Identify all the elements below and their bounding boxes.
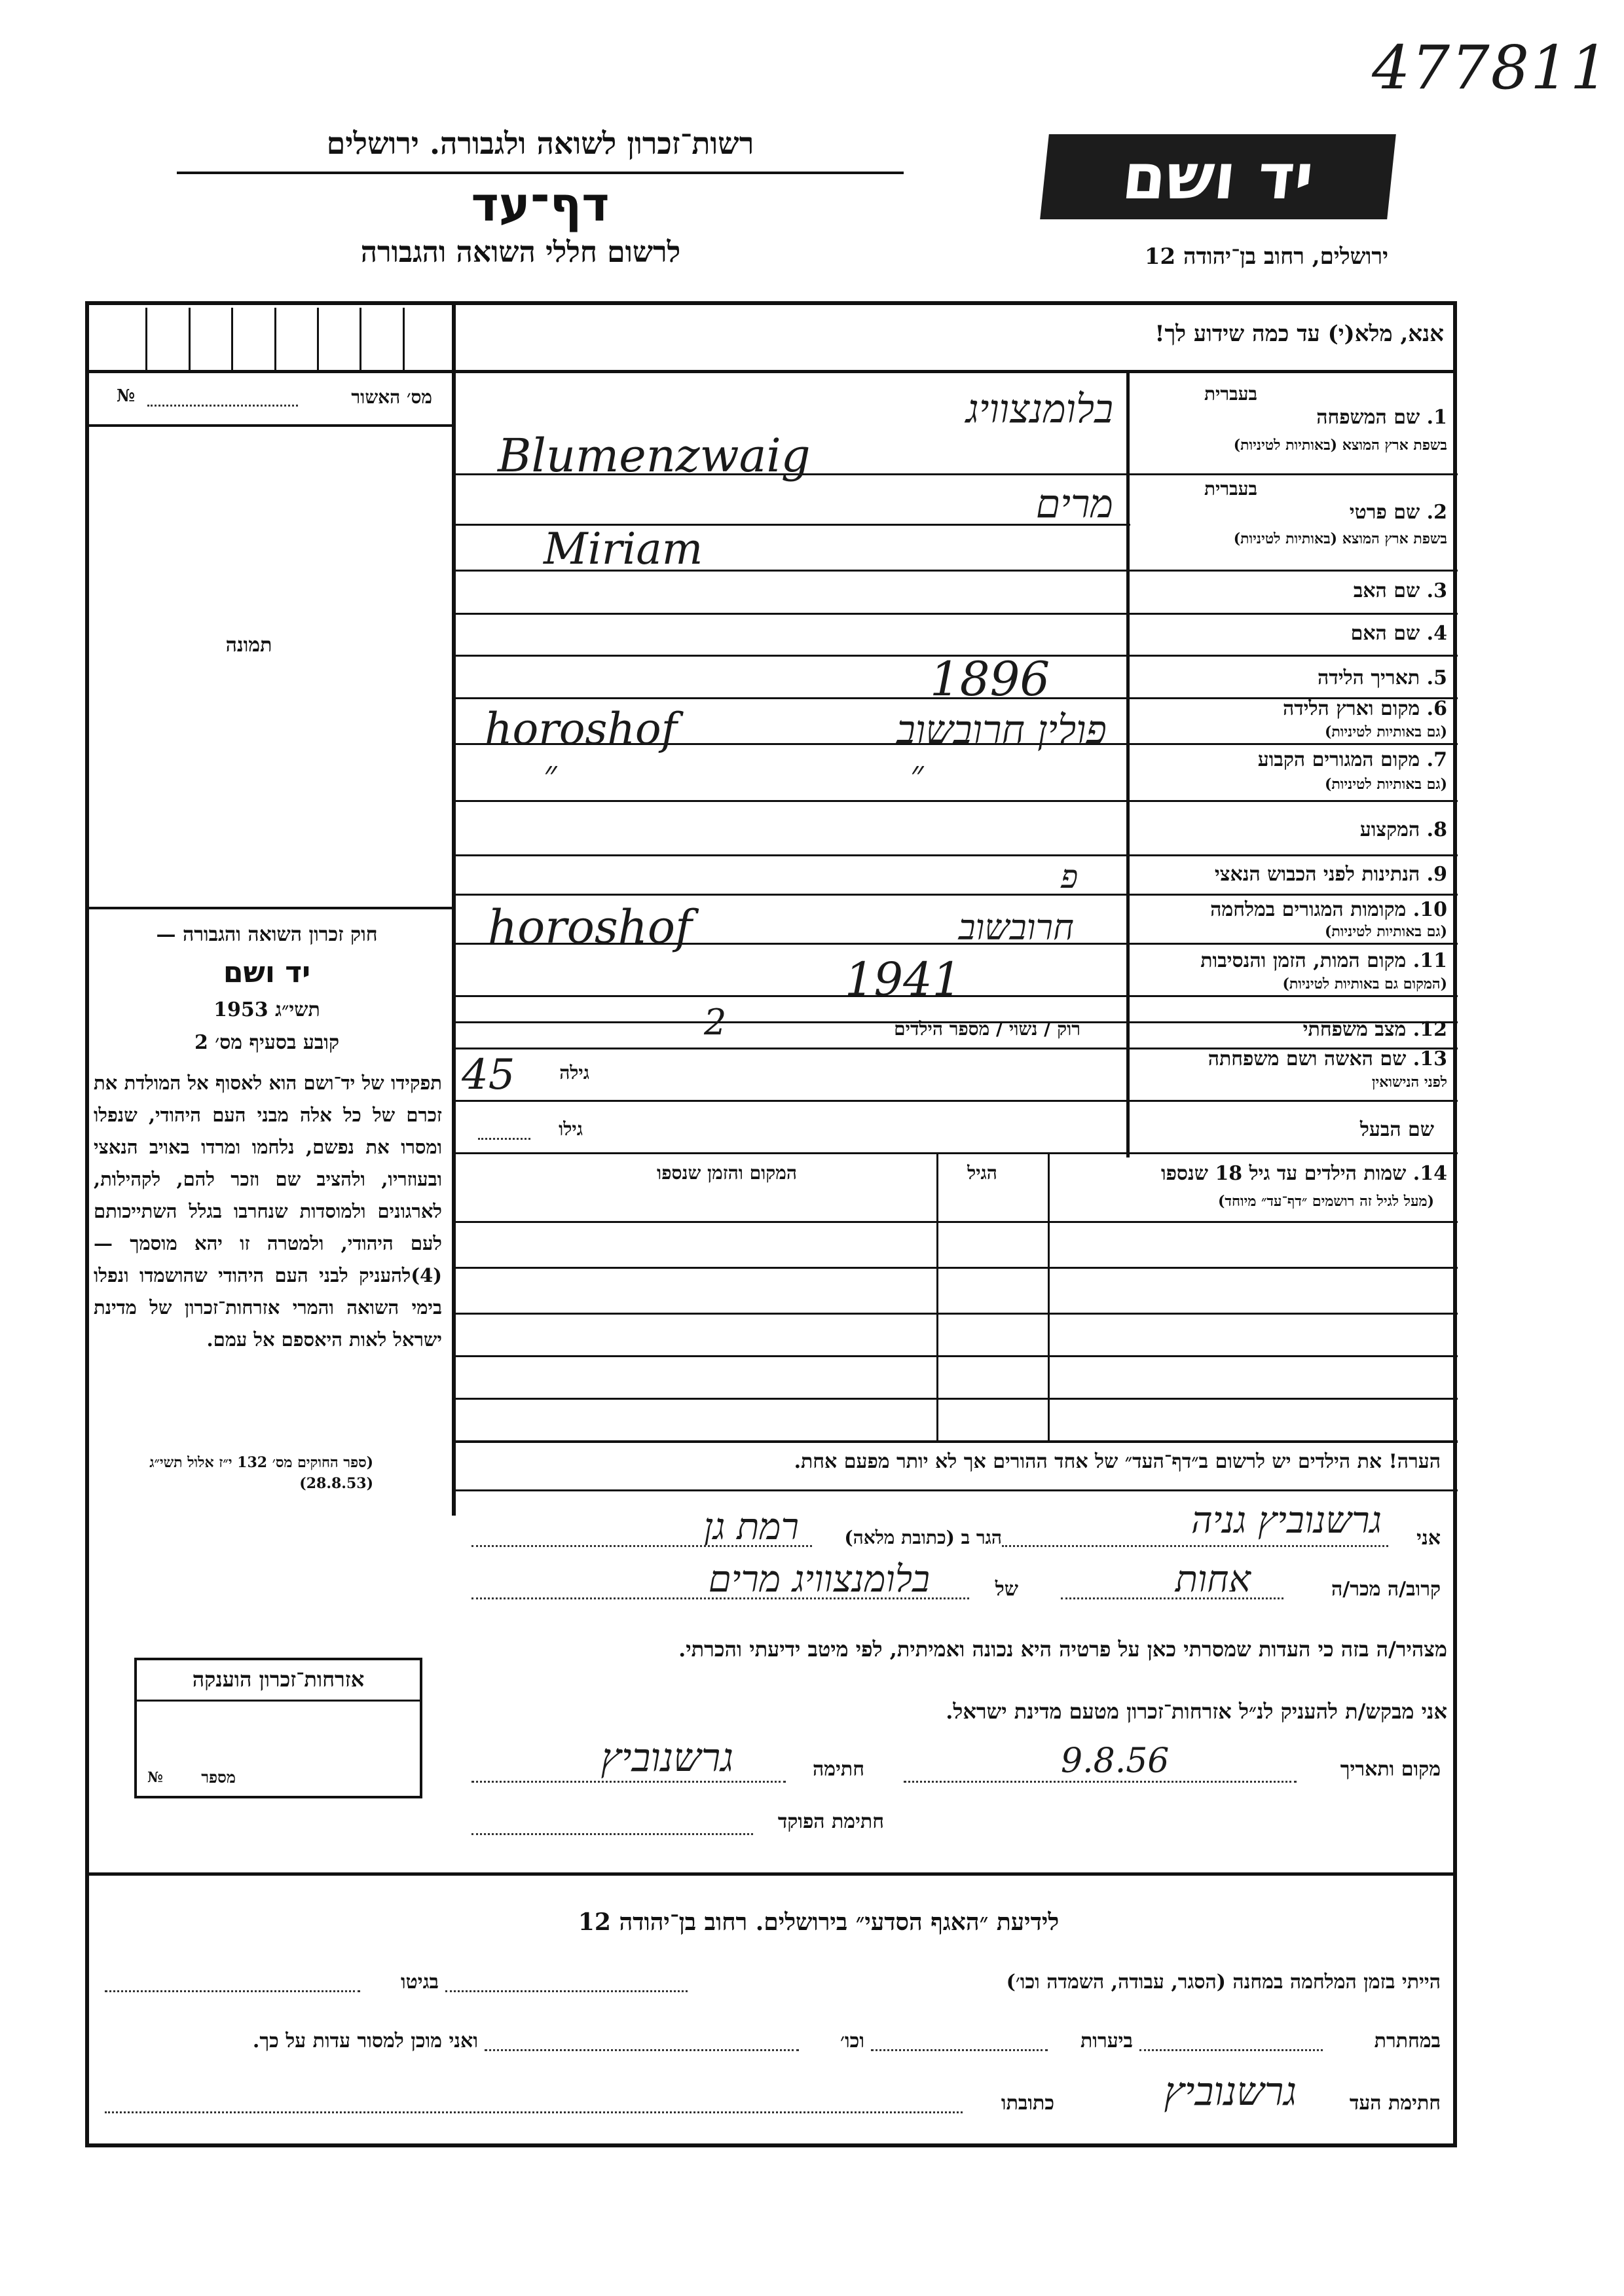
field-14-label: 14. שמות הילדים עד גיל 18 שנספו <box>1160 1162 1447 1185</box>
willing-text: ואני מוכן למסור עדות על כך. <box>252 2030 478 2052</box>
wartime-residence-hebrew: חרובשוב <box>958 907 1074 948</box>
underground-label: במחתרת <box>1374 2030 1441 2052</box>
children-place-header: המקום והזמן שנספו <box>657 1162 797 1184</box>
family-name-hebrew: בלומנצוויג <box>965 386 1113 432</box>
field-13-sublabel: לפני הנישואין <box>1371 1074 1447 1091</box>
citizenship-value: פ <box>1061 858 1079 896</box>
field-9-label: 9. הנתינות לפני הכבוש הנאצי <box>1214 863 1447 886</box>
forests-label: ביערות <box>1080 2030 1133 2052</box>
field-1-tag: בעברית <box>1204 383 1257 405</box>
field-8-label: 8. המקצוע <box>1359 818 1447 841</box>
husband-age-label: גילו <box>559 1118 583 1140</box>
relation-label: קרוב/ה מכר/ה <box>1331 1578 1441 1601</box>
file-number: 477811 <box>1372 33 1610 103</box>
declarant-name-line <box>1002 1545 1388 1547</box>
field-2-tag: בעברית <box>1204 478 1257 500</box>
law-section: קובע בסעיף מס׳ 2 <box>194 1031 340 1054</box>
signature-label: חתימה <box>813 1758 864 1781</box>
forests-line <box>871 2049 1048 2051</box>
note-divider <box>456 1489 1458 1491</box>
field-6-sublabel: (גם באותיות לטיניות) <box>1324 723 1447 740</box>
approval-number-line <box>147 405 298 407</box>
field-13-label: 13. שם האשה ושם משפחתה <box>1208 1048 1447 1070</box>
marital-status-options: רוק / נשוי / מספר הילדים <box>894 1018 1080 1040</box>
residence-latin: ״ <box>544 753 557 794</box>
certificate-number-label: מספר <box>201 1768 236 1787</box>
residence-hebrew: ״ <box>910 753 924 794</box>
of-label: של <box>995 1578 1018 1601</box>
underground-line <box>1139 2049 1323 2051</box>
field-7-label: 7. מקום המגורים הקבוע <box>1257 748 1447 771</box>
children-count-value: 2 <box>704 1002 727 1043</box>
code-boxes <box>105 308 445 373</box>
birth-date-value: 1896 <box>930 651 1050 706</box>
field-10-sublabel: (גם באותיות לטיניות) <box>1324 923 1447 940</box>
form-subtitle: לרשום חללי השואה והגבורה <box>360 236 681 269</box>
field-1-label: 1. שם המשפחה <box>1316 406 1447 429</box>
org-line: רשות־זכרון לשואה ולגבורה. ירושלים <box>326 126 754 161</box>
wife-age-value: 45 <box>462 1051 515 1099</box>
place-date-line <box>904 1781 1297 1783</box>
birth-place-hebrew: פולין חרובשוב <box>896 707 1107 753</box>
husband-label: שם הבעל <box>1359 1118 1434 1141</box>
children-note: הערה! את הילדים יש לרשום ב״דף־העד״ של אחד ההורים אך לא יותר מפעם אחת. <box>794 1450 1441 1473</box>
declarant-name-value: גרשנוביץ גניה <box>1190 1499 1382 1542</box>
field-3-label: 3. שם האב <box>1353 579 1447 602</box>
org-underline <box>177 172 904 174</box>
declarant-address-label: הגר ב (כתובת מלאה) <box>844 1527 1002 1548</box>
archive-divider <box>85 1872 1457 1876</box>
law-title: חוק זכרון השואה והגבורה — <box>156 923 378 946</box>
yad-vashem-logo <box>1040 134 1396 219</box>
form-title: דף־עד <box>471 177 610 232</box>
witness-address-label: כתובתו <box>1001 2092 1054 2115</box>
field-10-label: 10. מקומות המגורים במלחמה <box>1210 898 1447 921</box>
law-body: תפקידו של יד־ושם הוא לאסוף אל המולדת את זכרם של כל אלה מבני העם היהודי, שנפלו ומסרו את נפשם, נלחמו ומרדו באויב הנאצי ובעוזריו, ולהציב שם וזכר להם, לקהילות, לארגונים ולמוסדות שנחרבו בגלל השתייכותם לעם היהודי, ולמטרה זו יהא מוסמך — (4)להעניק לבני העם היהודי שהושמדו ונפלו בימי השואה והמרי אזרחות־זכרון של מדינת ישראל לאות היאספם אל עמם. <box>94 1072 442 1351</box>
field-12-label: 12. מצב משפחתי <box>1302 1018 1447 1041</box>
witness-signature: גרשנוביץ <box>1164 2069 1297 2115</box>
official-signature-line <box>471 1833 753 1835</box>
camp-line <box>445 1990 688 1992</box>
first-name-latin: Miriam <box>544 524 703 574</box>
witness-signature-label: חתימת העד <box>1349 2092 1441 2115</box>
field-14-sublabel: (מעל לגיל זה רושמים ״דף־עד״ מיוחד) <box>1217 1193 1434 1210</box>
witness-address-line <box>105 2111 963 2113</box>
top-row-line <box>85 370 1457 373</box>
children-age-header: הגיל <box>967 1162 997 1184</box>
declaration-text: מצהיר/ה בזה כי העדות שמסרתי כאן על פרטיה היא נכונה ואמיתית, לפי מיטב ידיעתי והכרתי. <box>678 1637 1447 1662</box>
deceased-name-line <box>471 1597 969 1599</box>
declarant-signature: גרשנוביץ <box>600 1735 733 1781</box>
field-11-sublabel: (המקום גם באותיות לטיניות) <box>1282 975 1447 993</box>
wartime-residence-latin: horoshof <box>488 900 692 954</box>
certificate-title: אזרחות־זכרון הוענקה <box>192 1667 365 1692</box>
field-5-label: 5. תאריך הלידה <box>1318 666 1447 689</box>
request-text: אני מבקש/ת להעניק לנ״ל אזרחות־זכרון מטעם מדינת ישראל. <box>946 1699 1447 1724</box>
declarant-address-value: רמת גן <box>703 1506 799 1548</box>
family-name-latin: Blumenzwaig <box>498 429 811 483</box>
deceased-name-value: בלומנצוויג מרים <box>708 1558 930 1601</box>
husband-age-line <box>478 1138 530 1140</box>
left-column-divider <box>452 304 456 1516</box>
etc-line <box>485 2049 799 2051</box>
signature-line <box>471 1781 786 1783</box>
photo-label: תמונה <box>225 634 272 657</box>
field-1-sublabel: בשפת ארץ המוצא (באותיות לטיניות) <box>1233 437 1447 454</box>
declarant-address-line <box>471 1545 812 1547</box>
relation-line <box>1061 1597 1283 1599</box>
first-name-hebrew: מרים <box>1035 481 1113 527</box>
photo-divider <box>85 907 452 909</box>
approval-number-mark: № <box>117 386 136 406</box>
official-signature-label: חתימת הפוקד <box>777 1810 884 1833</box>
certificate-number-mark: № <box>147 1769 163 1786</box>
law-logo: יד ושם <box>223 956 311 989</box>
logo-text: יד ושם <box>1118 140 1318 213</box>
field-11-label: 11. מקום המות, הזמן והנסיבות <box>1200 949 1447 972</box>
approval-divider <box>85 424 452 427</box>
law-year: תשי״ג 1953 <box>213 998 320 1021</box>
approval-number-label: מס׳ האשור <box>351 386 432 408</box>
field-2-sublabel: בשפת ארץ המוצא (באותיות לטיניות) <box>1233 530 1447 547</box>
wife-age-label: גילה <box>559 1062 589 1084</box>
archive-camp-line: הייתי בזמן המלחמה במחנה (הסגר, עבודה, השמדה וכו׳) <box>1006 1971 1441 1994</box>
ghetto-line <box>105 1990 360 1992</box>
declarant-i-label: אני <box>1416 1527 1441 1550</box>
relation-value: אחות <box>1175 1558 1251 1601</box>
field-6-label: 6. מקום וארץ הלידה <box>1282 697 1447 720</box>
certificate-divider <box>134 1700 422 1702</box>
archive-title: לידיעת ״האגף הסדעי״ בירושלים. רחוב בן־יהודה 12 <box>578 1908 1060 1936</box>
birth-place-latin: horoshof <box>485 704 678 754</box>
law-source: (ספר החוקים מס׳ 132 י״ז אלול תשי״ג (28.8.53) <box>149 1454 373 1492</box>
etc-label: וכו׳ <box>840 2030 864 2052</box>
fill-instruction: אנא, מלא(י) עד כמה שידוע לך! <box>1154 321 1444 347</box>
death-year-value: 1941 <box>845 953 962 1006</box>
ghetto-label: בגיטו <box>400 1971 439 1994</box>
place-date-label: מקום ותאריך <box>1340 1758 1441 1781</box>
field-7-sublabel: (גם באותיות לטיניות) <box>1324 776 1447 793</box>
place-date-value: 9.8.56 <box>1061 1741 1170 1781</box>
field-2-label: 2. שם פרטי <box>1349 501 1447 524</box>
field-4-label: 4. שם האם <box>1350 622 1447 645</box>
header-address: ירושלים, רחוב בן־יהודה 12 <box>1144 244 1388 270</box>
